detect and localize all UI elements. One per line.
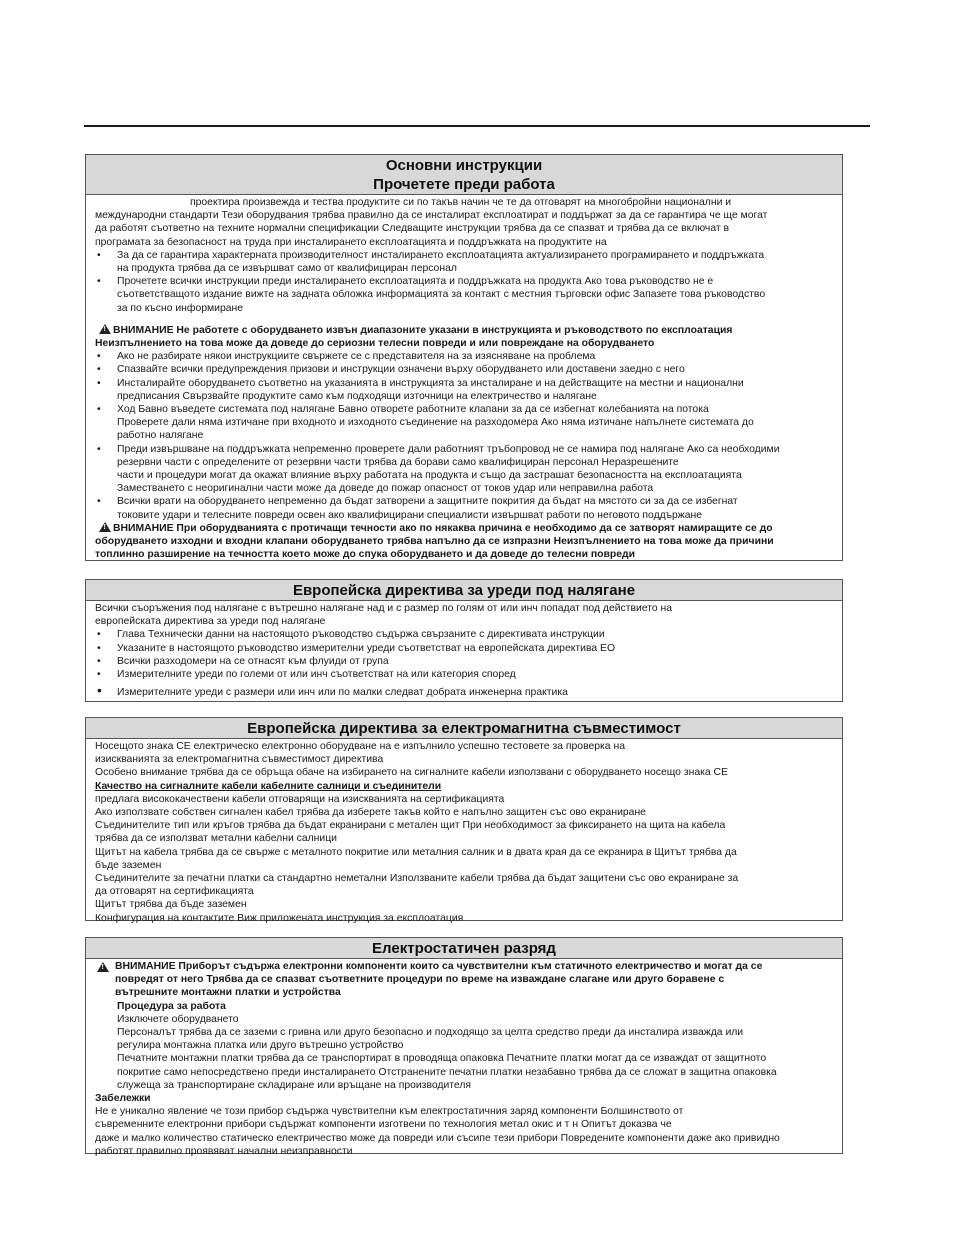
procedure-heading: Процедура за работа — [117, 1000, 226, 1012]
directive-list — [95, 628, 834, 699]
section-body — [86, 601, 842, 701]
intro-line: проектира произвежда и тества продуктите си по такъв начин че те да отговарят на многобройни национални и — [190, 197, 732, 208]
text-line: бъде заземен — [95, 859, 162, 871]
instruction-list — [95, 350, 834, 522]
list-item: • Всички разходомери на се отнасят към флуиди от група — [95, 655, 834, 668]
list-item: • Указаните в настоящото ръководство измерителни уреди съответстват на европейската директива ЕО — [95, 642, 834, 655]
list-item: • Измерителните уреди с размери или инч или по малки следват добрата инженерна практика — [95, 686, 834, 699]
section-body — [86, 959, 842, 1160]
notes-line: Не е уникално явление че този прибор съдържа чувствителни към електростатичния заряд компоненти Болшинството от — [95, 1106, 684, 1118]
warning-icon — [99, 522, 111, 532]
list-item: • Преди извършване на поддръжката непременно проверете дали работният тръбопровод не се намира под налягане Ако са необходими резервни части с определените от резервни части трябва да борави само квалифициран персонал Неразрешените части и процедури могат да окажат влияние върху работата на продукта и също да застрашат безопасността на експлоатацията Заместването с неоригинални части може да доведе до пожар опасност от токов удар или неправилна работа — [95, 443, 834, 496]
section-body — [86, 195, 842, 563]
text-line: Конфигурация на контактите Виж приложената инструкция за експлоатация — [95, 912, 464, 924]
text-line: предлага висококачествени кабели отговарящи на изискванията на сертификацията — [95, 793, 505, 805]
text-line: европейската директива за уреди под налягане — [95, 616, 326, 628]
warning-block: !ВНИМАНИЕ При оборудванията с протичащи течности ако по някаква причина е необходимо да се затворят намиращите се до оборудването изходни и входни клапани оборудването трябва напълно да се изпразни Неизпълнението на това може да причини топлинно разширение на течността което може до спука оборудването и да доведе до телесни повреди — [95, 522, 834, 562]
text-line: Носещото знака CE електрическо електронно оборудване на е изпълнило успешно тестовете за проверка на — [95, 741, 625, 752]
section-title: Европейска директива за уреди под налягане — [86, 580, 842, 601]
text-line: Съединителите за печатни платки са стандартно неметални Използваните кабели трябва да бъдат защитени със ово екраниране за — [95, 873, 739, 885]
pressure-directive-box — [85, 579, 843, 702]
list-item: • Ход Бавно въведете системата под налягане Бавно отворете работните клапани за да се избегнат колебанията на потока Проверете дали няма изтичане при входното и изходното съединение на разходомера Ако няма изтичане напълнете системата до работно налягане — [95, 403, 834, 443]
subheading: Качество на сигналните кабели кабелните салници и съединители — [95, 780, 442, 792]
procedure-line: регулира монтажна платка или друго вътрешно устройство — [117, 1040, 404, 1052]
section-body — [86, 739, 842, 927]
section-subtitle: Прочетете преди работа — [373, 176, 555, 193]
procedure-line: Печатните монтажни платки трябва да се транспортират в проводяща опаковка Печатните платки могат да се изваждат от защитното — [117, 1053, 767, 1065]
list-item: • Глава Технически данни на настоящото ръководство съдържа свързаните с директивата инструкции — [95, 628, 834, 641]
section-title: Основни инструкции — [385, 157, 543, 174]
notes-heading: Забележки — [95, 1093, 151, 1105]
text-line: Особено внимание трябва да се обръща обаче на избирането на сигналните кабели използвани с оборудването носещо знака CE — [95, 767, 728, 779]
list-item: • За да се гарантира характерната производителност инсталирането експлоатацията актуализирането програмирането и поддръжката на продукта трябва да се извършват само от квалифициран персонал — [95, 249, 834, 275]
emc-directive-box — [85, 717, 843, 924]
intro-line: международни стандарти Тези оборудвания трябва правилно да се инсталират експлоатират и поддържат за да се гарантира че ще могат — [95, 210, 768, 222]
text-line: Ако използвате собствен сигнален кабел трябва да изберете такъв който е напълно защитен със ово екраниране — [95, 807, 646, 819]
warning-icon — [99, 324, 111, 334]
list-item: • Прочетете всички инструкции преди инсталирането експлоатацията и поддръжката на продукта Ако това ръководство не е съответстващото издание вижте на задната обложка информацията за контакт с местния търговски офис Запазете това ръководство за по късно информиране — [95, 275, 834, 315]
section-header — [86, 155, 842, 195]
esd-box — [85, 937, 843, 1157]
warning-block: ! ВНИМАНИЕ Приборът съдържа електронни компоненти които са чувствителни към статичното електричество и могат да се повредят от него Трябва да се спазват съответните процедури по време на изваждане слагане или друго боравене с вътрешните монтажни платки и устройства — [95, 960, 834, 1000]
text-line: Съединителите тип или кръгов трябва да бъдат екранирани с метален щит При необходимост за фиксирането на щита на кабела — [95, 820, 726, 832]
list-item: • Всички врати на оборудването непременно да бъдат затворени а защитните покрития да бъдат на мястото си за да се избегнат токовите удари и телесните повреди освен ако квалифицирани специалисти извършват работи по неговото поддържане — [95, 495, 834, 521]
basic-instructions-box — [85, 154, 843, 561]
notes-line: съвременните електронни прибори съдържат компоненти изготвени по технология метал окис и т н Опитът доказва че — [95, 1119, 672, 1131]
list-item: • Инсталирайте оборудването съответно на указанията в инструкцията за инсталиране и на действащите на местни и национални предписания Свързвайте продуктите само към подходящи източници на електричество и налягане — [95, 377, 834, 403]
top-rule — [84, 125, 870, 127]
text-line: Щитът на кабела трябва да се свърже с металното покритие или металния салник и в двата края да се екранира в Щитът трябва да — [95, 846, 737, 858]
procedure-line: покритие само непосредствено преди инсталирането Отстранените печатни платки незабавно трябва да се сложат в защитна опаковка — [117, 1066, 777, 1078]
list-item: • Измерителните уреди по големи от или инч съответстват на или категория според — [95, 668, 834, 681]
procedure-line: Изключете оборудването — [117, 1013, 239, 1025]
procedure-line: Персоналът трябва да се заземи с гривна или друго безопасно и подходящо за целта средство преди да инсталира изважда или — [117, 1027, 744, 1039]
list-item: • Ако не разбирате някои инструкциите свържете се с представителя на за изясняване на проблема — [95, 350, 834, 363]
intro-line: да работят съответно на техните нормални спецификации Следващите инструкции трябва да се спазват и трябва да се включат в — [95, 223, 730, 235]
text-line: изискванията за електромагнитна съвместимост директива — [95, 754, 384, 766]
section-title: Електростатичен разряд — [86, 938, 842, 959]
text-line: Щитът трябва да бъде заземен — [95, 899, 247, 911]
text-line: трябва да се използват метални кабелни салници — [95, 833, 337, 845]
warning-block: !ВНИМАНИЕ Не работете с оборудването извън диапазоните указани в инструкцията и ръководството по експлоатация Неизпълнението на това може да доведе до сериозни телесни повреди и или повреждане на оборудването — [95, 324, 834, 350]
procedure-line: служеща за транспортиране складиране или връщане на производителя — [117, 1079, 472, 1091]
warning-icon — [97, 962, 109, 972]
intro-line: програмата за безопасност на труда при инсталирането експлоатацията и поддръжката на продуктите на — [95, 236, 607, 248]
notes-line: работят правилно проявяват начални неизправности — [95, 1145, 353, 1157]
instruction-list — [95, 249, 834, 315]
list-item: • Спазвайте всички предупреждения призови и инструкции означени върху оборудването или доставени заедно с него — [95, 363, 834, 376]
text-line: да отговарят на сертификацията — [95, 886, 254, 898]
notes-line: даже и малко количество статическо електричество може да повреди или съсипе тези прибори Повредените компоненти даже ако привидно — [95, 1132, 780, 1144]
section-title: Европейска директива за електромагнитна съвместимост — [86, 718, 842, 739]
text-line: Всички съоръжения под налягане с вътрешно налягане над и с размер по голям от или инч попадат под действието на — [95, 603, 673, 614]
